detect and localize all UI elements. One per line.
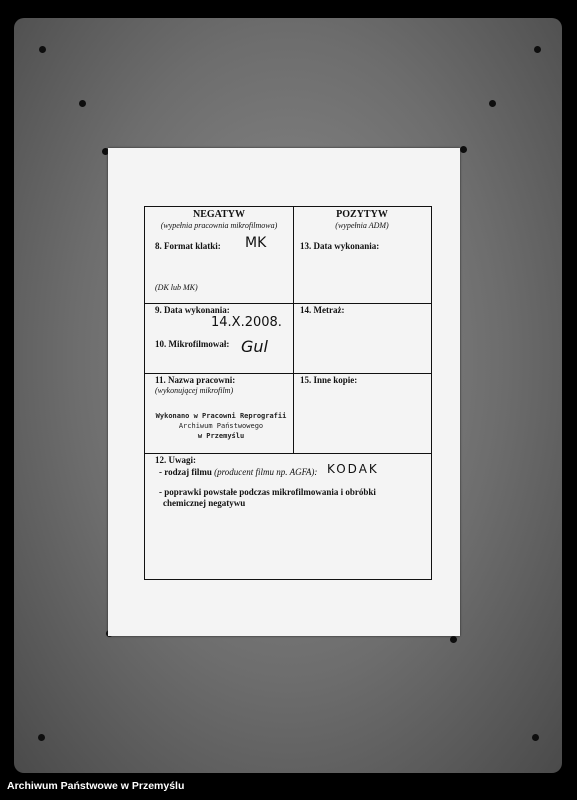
field-15-label: 15. Inne kopie: [300, 375, 358, 385]
negatyw-subheader: (wypełnia pracownia mikrofilmowa) [160, 221, 278, 230]
field-12-label: 12. Uwagi: [155, 455, 196, 465]
stamp-line: Wykonano w Pracowni Reprografii [155, 412, 287, 420]
field-12-film-type [159, 467, 317, 477]
stamp-line: w Przemyślu [197, 432, 245, 440]
field-14-label: 14. Metraż: [300, 305, 345, 315]
field-8-label: 8. Format klatki: [155, 241, 221, 251]
negatyw-header: NEGATYW [192, 209, 246, 220]
field-13-label: 13. Data wykonania: [300, 241, 380, 251]
form-sheet [108, 148, 460, 636]
pin [534, 46, 541, 53]
pin [79, 100, 86, 107]
column-divider [293, 207, 294, 453]
archive-stamp [151, 411, 291, 441]
row-divider [145, 453, 431, 454]
pin [460, 146, 467, 153]
field-8-hint: (DK lub MK) [155, 283, 198, 292]
field-8-value: MK [245, 235, 267, 251]
field-11-label: 11. Nazwa pracowni: [155, 375, 236, 385]
field-12-corrections: - poprawki powstałe podczas mikrofilmowania i obróbki [159, 487, 376, 497]
field-11-subheader: (wykonującej mikrofilm) [155, 386, 234, 395]
pozytyw-header: POZYTYW [336, 209, 388, 220]
form-table [144, 206, 432, 580]
field-10-signature: Gul [241, 337, 268, 356]
pin [38, 734, 45, 741]
archive-caption: Archiwum Państwowe w Przemyślu [7, 780, 185, 792]
stamp-line: Archiwum Państwowego [178, 422, 264, 430]
pin [532, 734, 539, 741]
pin [489, 100, 496, 107]
pin [450, 636, 457, 643]
film-type-hint: (producent filmu np. AGFA): [214, 467, 318, 477]
film-type-prefix: - rodzaj filmu [159, 467, 212, 477]
field-12-corrections-cont: chemicznej negatywu [163, 498, 246, 508]
film-type-value: KODAK [327, 462, 379, 476]
field-9-label: 9. Data wykonania: [155, 305, 230, 315]
field-10-label: 10. Mikrofilmował: [155, 339, 230, 349]
row-divider [145, 303, 431, 304]
field-9-value: 14.X.2008. [211, 315, 282, 330]
pozytyw-subheader: (wypełnia ADM) [335, 221, 389, 230]
row-divider [145, 373, 431, 374]
pin [39, 46, 46, 53]
